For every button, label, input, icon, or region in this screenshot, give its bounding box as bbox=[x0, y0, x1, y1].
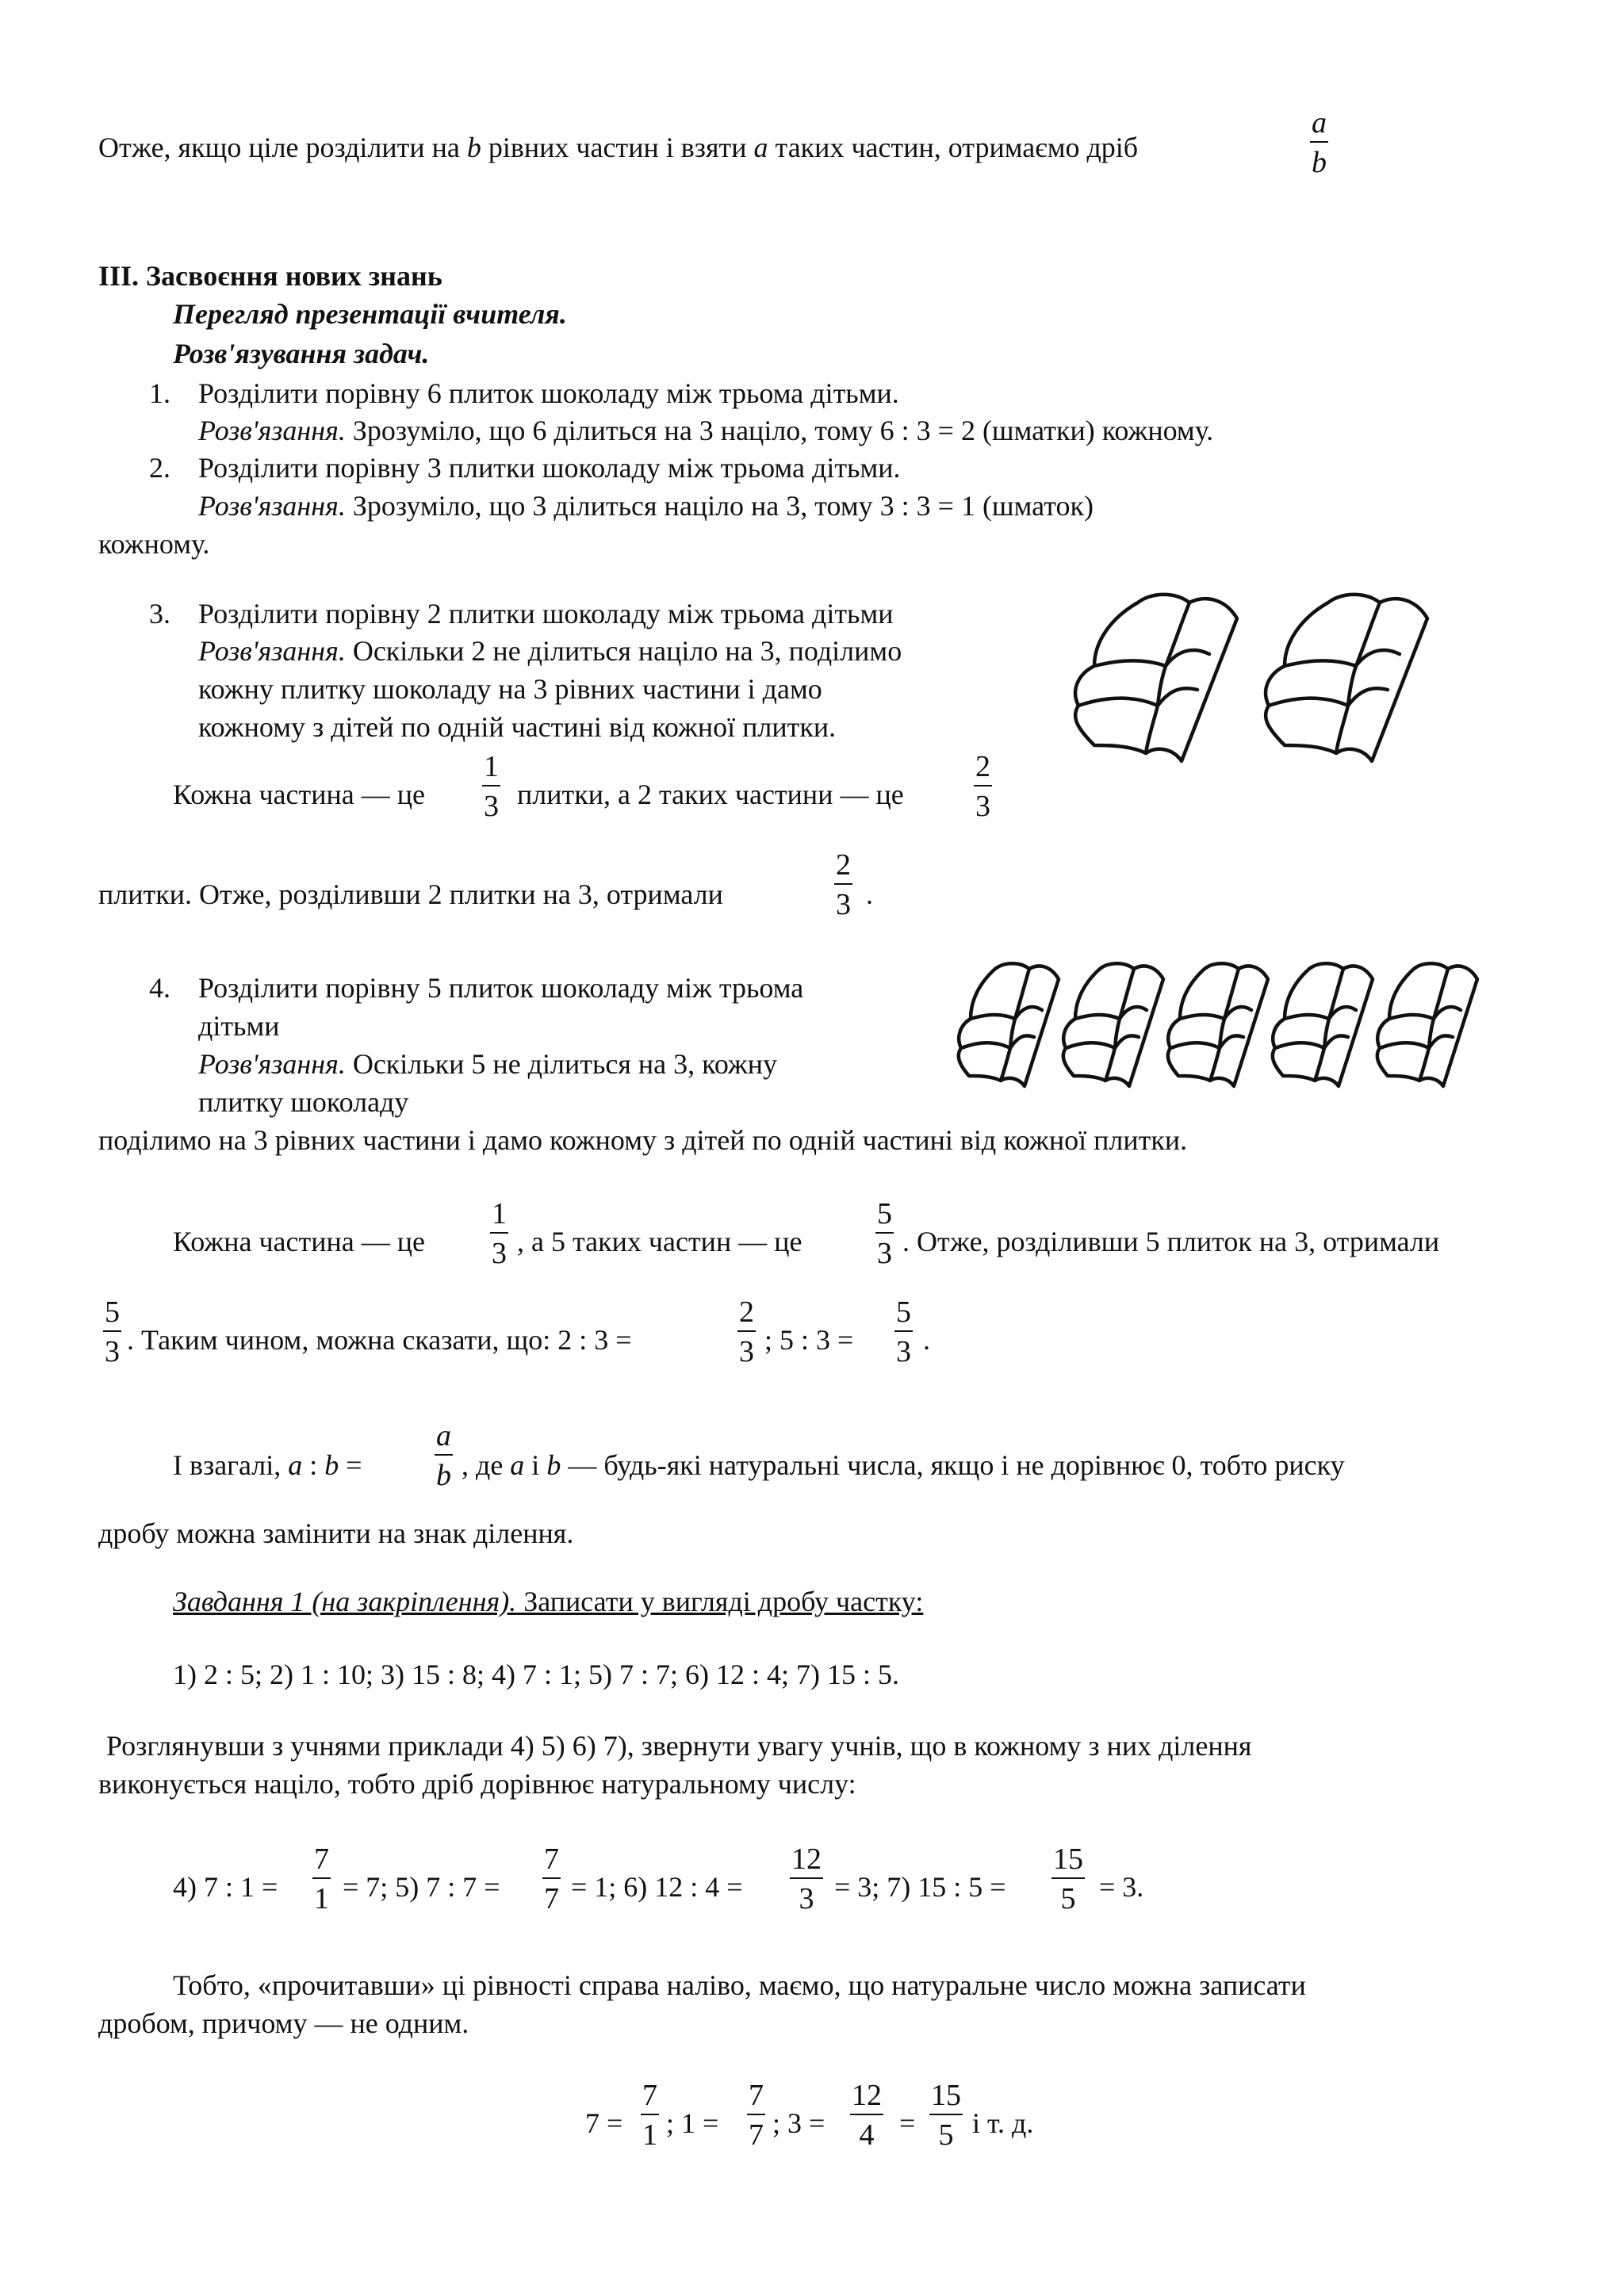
eq-row-fraction-3: 12 3 bbox=[791, 1843, 822, 1915]
eq-row-part2: = 7; 5) 7 : 7 = bbox=[343, 1871, 500, 1903]
task3-number: 3. bbox=[149, 598, 170, 629]
final-row-part2: ; 1 = bbox=[666, 2107, 719, 2139]
final-row-part4: = bbox=[899, 2107, 916, 2139]
task4-part-e: ; 5 : 3 = bbox=[764, 1324, 854, 1356]
remark-line1: Розглянувши з учнями приклади 4) 5) 6) 7), звернути увагу учнів, що в кожному з них ділення bbox=[106, 1730, 1252, 1762]
task3-text: Розділити порівну 2 плитки шоколаду між трьома дітьми bbox=[198, 598, 894, 629]
final-row-fraction-3: 12 4 bbox=[852, 2079, 882, 2152]
conclusion-line1: Тобто, «прочитавши» ці рівності справа наліво, маємо, що натуральне число можна записати bbox=[173, 1969, 1306, 2001]
general-fraction: a b bbox=[436, 1419, 451, 1492]
task1-text: Розділити порівну 6 плиток шоколаду між трьома дітьми. bbox=[198, 377, 899, 409]
task4-part-a: Кожна частина — це bbox=[173, 1226, 425, 1257]
task2-text: Розділити порівну 3 плитки шоколаду між трьома дітьми. bbox=[198, 452, 901, 484]
task3-part-b: плитки, а 2 таких частини — це bbox=[517, 779, 904, 810]
task3-solution-line2: кожну плитку шоколаду на 3 рівних частини і дамо bbox=[198, 673, 822, 705]
task4-fraction-3: 5 3 bbox=[105, 1295, 120, 1368]
eq-row-fraction-4: 15 5 bbox=[1053, 1843, 1083, 1915]
task3-part-a: Кожна частина — це bbox=[173, 779, 425, 810]
eq-row-part1: 4) 7 : 1 = bbox=[173, 1871, 278, 1903]
chocolate-bar-small bbox=[1168, 963, 1268, 1086]
task4-fraction-5: 5 3 bbox=[896, 1295, 911, 1368]
task1-solution: Розв'язання. Зрозуміло, що 6 ділиться на 3 націло, тому 6 : 3 = 2 (шматки) кожному. bbox=[198, 415, 1214, 446]
task1-number: 1. bbox=[149, 377, 170, 409]
chocolate-bar-2 bbox=[1266, 595, 1427, 761]
task4-text-line2: дітьми bbox=[198, 1010, 280, 1042]
task3-fraction-1: 1 3 bbox=[484, 750, 499, 823]
intro-fraction: a b bbox=[1312, 106, 1327, 179]
task4-part-c: . Отже, розділивши 5 плиток на 3, отримали bbox=[902, 1226, 1440, 1257]
task2-solution-continued: кожному. bbox=[98, 528, 210, 560]
final-row-part1: 7 = bbox=[585, 2107, 623, 2139]
final-row-fraction-1: 7 1 bbox=[642, 2079, 657, 2152]
task4-text-line1: Розділити порівну 5 плиток шоколаду між трьома bbox=[198, 972, 804, 1004]
eq-row-part3: = 1; 6) 12 : 4 = bbox=[571, 1871, 743, 1903]
task4-fraction-1: 1 3 bbox=[492, 1197, 507, 1270]
chocolate-bar-small bbox=[1273, 963, 1373, 1086]
general-rule-line1-rest: , де a і b — будь-які натуральні числа, якщо і не дорівнює 0, тобто риску bbox=[462, 1449, 1345, 1481]
task4-solution-line1: Розв'язання. Оскільки 5 не ділиться на 3, кожну bbox=[198, 1048, 778, 1080]
task3-fraction-3: 2 3 bbox=[836, 848, 851, 921]
chocolate-bar-small bbox=[1377, 963, 1477, 1086]
task4-fraction-4: 2 3 bbox=[739, 1295, 754, 1368]
final-row-fraction-2: 7 7 bbox=[749, 2079, 764, 2152]
task4-number: 4. bbox=[149, 972, 170, 1004]
exercise-items: 1) 2 : 5; 2) 1 : 10; 3) 15 : 8; 4) 7 : 1; 5) 7 : 7; 6) 12 : 4; 7) 15 : 5. bbox=[173, 1659, 899, 1690]
task3-part-c: плитки. Отже, розділивши 2 плитки на 3, отримали bbox=[98, 878, 723, 910]
section-subheading-tasks: Розв'язування задач. bbox=[173, 338, 430, 369]
exercise-heading: Завдання 1 (на закріплення). Записати у вигляді дробу частку: bbox=[173, 1586, 924, 1617]
task2-number: 2. bbox=[149, 452, 170, 484]
conclusion-line2: дробом, причому — не одним. bbox=[98, 2007, 469, 2039]
task4-part-d: . Таким чином, можна сказати, що: 2 : 3 = bbox=[127, 1324, 632, 1356]
task3-fraction-2: 2 3 bbox=[975, 750, 990, 823]
task3-solution-line3: кожному з дітей по одній частині від кожної плитки. bbox=[198, 711, 837, 743]
final-row-part3: ; 3 = bbox=[772, 2107, 825, 2139]
section-heading: ІІІ. Засвоєння нових знань bbox=[98, 260, 442, 292]
task2-solution: Розв'язання. Зрозуміло, що 3 ділиться націло на 3, тому 3 : 3 = 1 (шматок) bbox=[198, 490, 1094, 522]
two-chocolate-bars-illustration bbox=[1063, 587, 1475, 777]
task4-solution-line2: плитку шоколаду bbox=[198, 1086, 409, 1118]
general-rule-line1: І взагалі, a : b = bbox=[173, 1449, 362, 1481]
remark-line2: виконується націло, тобто дріб дорівнює натуральному числу: bbox=[98, 1768, 856, 1800]
eq-row-part4: = 3; 7) 15 : 5 = bbox=[834, 1871, 1006, 1903]
general-rule-line2: дробу можна замінити на знак ділення. bbox=[98, 1517, 574, 1549]
final-row-fraction-4: 15 5 bbox=[931, 2079, 961, 2152]
task4-end: . bbox=[923, 1324, 930, 1356]
chocolate-bar-1 bbox=[1075, 595, 1237, 761]
section-subheading-presentation: Перегляд презентації вчителя. bbox=[173, 298, 567, 330]
final-row-part5: і т. д. bbox=[972, 2107, 1034, 2139]
task4-solution-line3: поділимо на 3 рівних частини і дамо кожному з дітей по одній частині від кожної плитки. bbox=[98, 1124, 1188, 1156]
task3-end: . bbox=[866, 878, 873, 910]
task3-solution-line1: Розв'язання. Оскільки 2 не ділиться націло на 3, поділимо bbox=[198, 635, 902, 667]
task4-part-b: , а 5 таких частин — це bbox=[517, 1226, 802, 1257]
chocolate-bar-small bbox=[959, 963, 1059, 1086]
intro-text: Отже, якщо ціле розділити на b рівних частин і взяти a таких частин, отримаємо дріб bbox=[98, 132, 1139, 163]
task4-fraction-2: 5 3 bbox=[877, 1197, 892, 1270]
five-chocolate-bars-illustration bbox=[952, 959, 1499, 1098]
eq-row-fraction-1: 7 1 bbox=[314, 1843, 329, 1915]
eq-row-part5: = 3. bbox=[1099, 1871, 1144, 1903]
eq-row-fraction-2: 7 7 bbox=[544, 1843, 559, 1915]
chocolate-bar-small bbox=[1063, 963, 1163, 1086]
